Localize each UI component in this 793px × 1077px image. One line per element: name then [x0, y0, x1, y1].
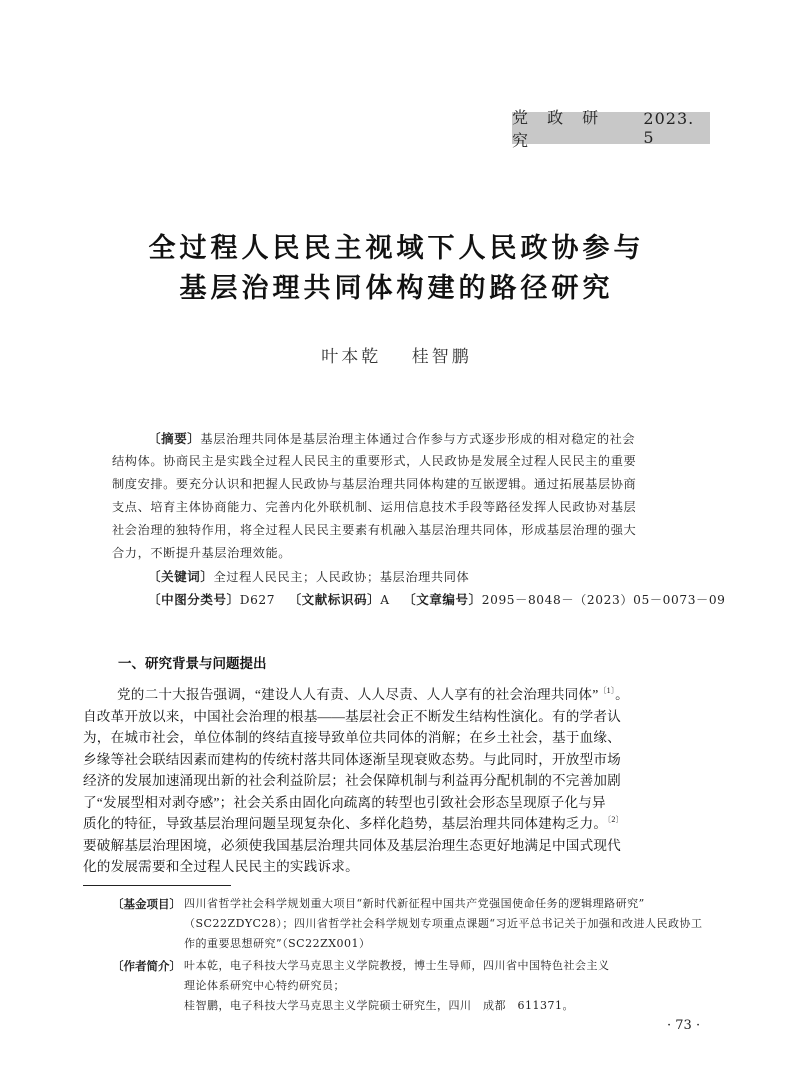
author-name: 桂智鹏 [411, 347, 472, 367]
keywords-line [112, 565, 692, 588]
citation-2[interactable]: 〔2〕 [607, 815, 624, 824]
citation-1[interactable]: 〔1〕 [598, 686, 616, 695]
section-heading: 一、研究背景与问题提出 [118, 656, 267, 672]
author-info-text: 理论体系研究中心特约研究员； [184, 979, 345, 992]
doc-code-value: A [380, 593, 390, 607]
abstract-line: 合力，不断提升基层治理效能。 [112, 546, 292, 560]
body-line-text: 质化的特征，导致基层治理问题呈现复杂化、多样化趋势，基层治理共同体建构乏力。 [83, 816, 608, 831]
author-info-label: 〔作者简介〕 [112, 959, 181, 973]
body-line: 为，在城市社会，单位体制的终结直接导致单位共同体的消解；在乡土社会，基于血缘、 [83, 730, 621, 745]
fund-footnote [112, 894, 703, 954]
abstract-line: 结构体。协商民主是实践全过程人民民主的重要形式，人民政协是发展全过程人民民主的重要 [112, 454, 637, 468]
body-line: 了“发展型相对剥夺感”；社会关系由固化向疏离的转型也引致社会形态呈现原子化与异 [83, 794, 606, 810]
body-line: 化的发展需要和全过程人民民主的实践诉求。 [83, 859, 359, 874]
classification-line [112, 588, 726, 611]
abstract-line: 制度安排。要充分认识和把握人民政协与基层治理共同体构建的互嵌逻辑。通过拓展基层协商 [112, 477, 637, 491]
page-number: · 73 · [667, 1018, 701, 1033]
abstract-line: 社会治理的独特作用，将全过程人民民主要素有机融入基层治理共同体，形成基层治理的强大 [112, 523, 637, 537]
fund-label: 〔基金项目〕 [112, 897, 181, 911]
body-line [83, 684, 713, 706]
body-text [83, 684, 713, 878]
doc-code-label: 〔文献标识码〕 [288, 592, 381, 607]
article-title-line-1: 全过程人民民主视域下人民政协参与 [148, 233, 645, 264]
body-line: 乡缘等社会联结因素而建构的传统村落共同体逐渐呈现衰败态势。与此同时，开放型市场 [83, 751, 621, 767]
fund-text: 作的重要思想研究”（SC22ZX001） [184, 937, 371, 950]
abstract-label: 〔摘要〕 [148, 431, 201, 446]
article-number-value: 2095－8048－（2023）05－0073－09 [481, 593, 726, 607]
journal-name: 党 政 研 究 [512, 108, 606, 150]
author-info-text: 叶本乾，电子科技大学马克思主义学院教授，博士生导师，四川省中国特色社会主义 [184, 959, 610, 972]
body-line: 要破解基层治理困境，必须使我国基层治理共同体及基层治理生态更好地满足中国式现代 [83, 837, 621, 853]
body-line: 自改革开放以来，中国社会治理的根基——基层社会正不断发生结构性演化。有的学者认 [83, 708, 621, 724]
body-line-text: 党的二十大报告强调，“建设人人有责、人人尽责、人人享有的社会治理共同体” [117, 687, 599, 702]
abstract-line [112, 427, 692, 450]
body-line [83, 813, 713, 835]
body-line: 经济的发展加速涌现出新的社会利益阶层；社会保障机制与利益再分配机制的不完善加剧 [83, 773, 621, 788]
clc-value: D627 [239, 593, 276, 607]
article-title-line-2: 基层治理共同体构建的路径研究 [179, 273, 614, 304]
journal-issue: 2023. 5 [643, 109, 695, 147]
author-info-text: 桂智鹏，电子科技大学马克思主义学院硕士研究生，四川 成都 611371。 [184, 999, 574, 1012]
fund-text: 四川省哲学社会科学规划重大项目“新时代新征程中国共产党强国使命任务的逻辑理路研究” [184, 897, 645, 910]
abstract-text: 基层治理共同体是基层治理主体通过合作参与方式逐步形成的相对稳定的社会 [200, 432, 636, 446]
body-line-tail: 。 [615, 687, 629, 702]
author-footnote [112, 956, 610, 1016]
abstract-block [112, 427, 726, 611]
journal-header-tag [512, 108, 710, 150]
footnote-divider [83, 885, 231, 886]
abstract-line: 支点、培育主体协商能力、完善内化外联机制、运用信息技术手段等路径发挥人民政协对基层 [112, 500, 637, 514]
fund-text: （SC22ZDYC28）；四川省哲学社会科学规划专项重点课题“习近平总书记关于加强和改进人民政协工 [184, 917, 703, 930]
authors [0, 342, 793, 367]
clc-label: 〔中图分类号〕 [148, 592, 240, 607]
keywords-text: 全过程人民民主；人民政协；基层治理共同体 [213, 570, 470, 584]
keywords-label: 〔关键词〕 [148, 569, 214, 584]
author-name: 叶本乾 [321, 347, 382, 367]
article-number-label: 〔文章编号〕 [403, 592, 482, 607]
